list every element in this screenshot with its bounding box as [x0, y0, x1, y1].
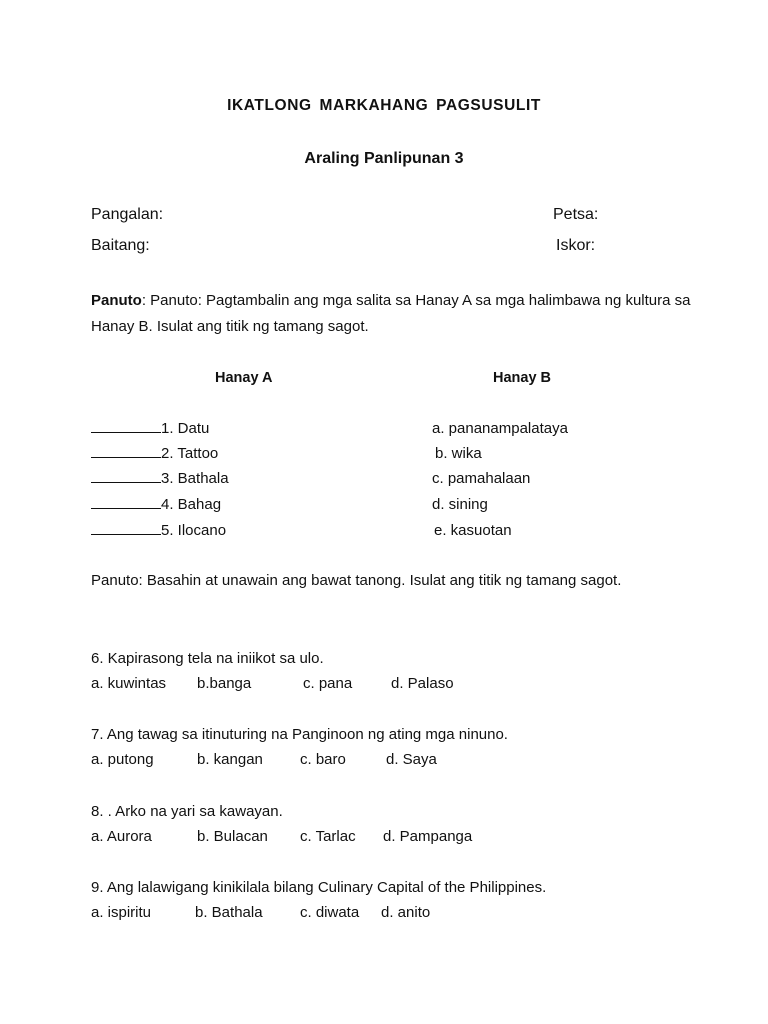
- name-label: Pangalan:: [91, 206, 164, 223]
- choice-option: c. diwata: [300, 904, 360, 921]
- matching-item-a: [91, 496, 221, 513]
- matching-item-b: a. pananampalataya: [432, 420, 568, 437]
- instruction-one-text: : Panuto: Pagtambalin ang mga salita sa Hanay A sa mga halimbawa ng kultura sa Hanay B. Isulat ang titik ng tamang sagot.: [91, 292, 691, 335]
- question-text: 7. Ang tawag sa itinuturing na Panginoon ng ating mga ninuno.: [91, 726, 508, 743]
- matching-a-text: 1. Datu: [161, 420, 210, 437]
- matching-item-b: b. wika: [435, 445, 482, 462]
- matching-a-text: 5. Ilocano: [161, 522, 227, 539]
- choice-option: d. Saya: [386, 751, 437, 768]
- matching-item-b: e. kasuotan: [434, 522, 512, 539]
- choice-option: a. putong: [91, 751, 154, 768]
- exam-title: IKATLONG MARKAHANG PAGSUSULIT: [227, 97, 541, 114]
- matching-item-a: [91, 420, 209, 437]
- matching-a-text: 4. Bahag: [161, 496, 222, 513]
- matching-item-a: [91, 470, 229, 487]
- answer-blank[interactable]: [91, 445, 161, 458]
- subject-title: Araling Panlipunan 3: [304, 150, 464, 167]
- question-text: 8. . Arko na yari sa kawayan.: [91, 803, 283, 820]
- choice-option: d. anito: [381, 904, 431, 921]
- matching-a-text: 2. Tattoo: [161, 445, 219, 462]
- matching-item-b: c. pamahalaan: [432, 470, 531, 487]
- instruction-label: Panuto: [91, 292, 142, 309]
- matching-item-a: [91, 445, 218, 462]
- choice-option: b. Bulacan: [197, 828, 268, 845]
- instruction-two: Panuto: Basahin at unawain ang bawat tanong. Isulat ang titik ng tamang sagot.: [91, 572, 622, 589]
- question-text: 6. Kapirasong tela na iniikot sa ulo.: [91, 650, 324, 667]
- choice-option: d. Palaso: [391, 675, 454, 692]
- choice-option: a. ispiritu: [91, 904, 152, 921]
- question-text: 9. Ang lalawigang kinikilala bilang Culinary Capital of the Philippines.: [91, 879, 547, 896]
- choice-option: b. Bathala: [195, 904, 263, 921]
- matching-item-b: d. sining: [432, 496, 488, 513]
- choice-option: a. Aurora: [91, 828, 152, 845]
- choice-option: c. pana: [303, 675, 353, 692]
- choice-option: c. Tarlac: [300, 828, 356, 845]
- choice-option: c. baro: [300, 751, 346, 768]
- choice-option: d. Pampanga: [383, 828, 473, 845]
- choice-option: b. kangan: [197, 751, 263, 768]
- instruction-one: [91, 288, 691, 340]
- matching-a-text: 3. Bathala: [161, 470, 229, 487]
- date-label: Petsa:: [553, 206, 599, 223]
- answer-blank[interactable]: [91, 420, 161, 433]
- score-label: Iskor:: [556, 237, 596, 254]
- answer-blank[interactable]: [91, 470, 161, 483]
- answer-blank[interactable]: [91, 496, 161, 509]
- answer-blank[interactable]: [91, 522, 161, 535]
- choice-option: a. kuwintas: [91, 675, 167, 692]
- column-b-heading: Hanay B: [493, 370, 552, 386]
- column-a-heading: Hanay A: [215, 370, 273, 386]
- matching-item-a: [91, 522, 226, 539]
- grade-label: Baitang:: [91, 237, 150, 254]
- choice-option: b.banga: [197, 675, 252, 692]
